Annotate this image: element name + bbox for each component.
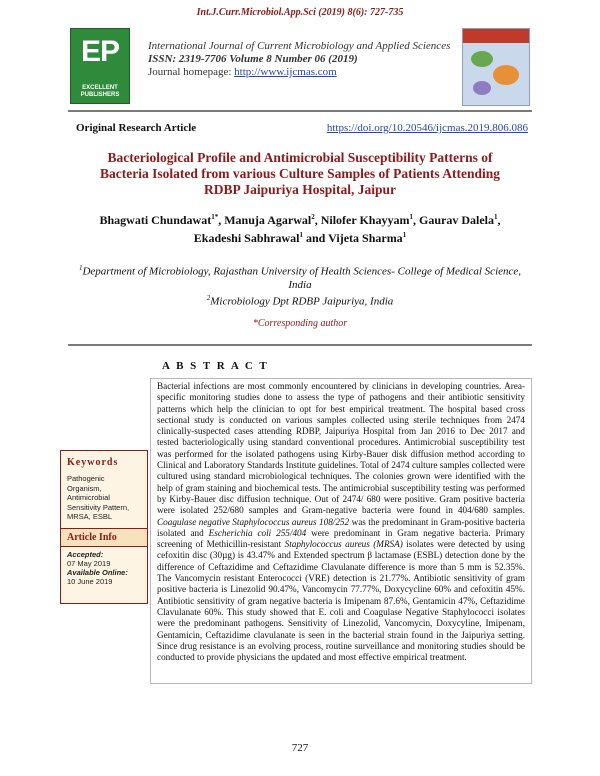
affiliation: $^1$Department of Microbiology, Rajasthan University of Health Sciences- College of Medical Science, India xyxy=(78,264,522,291)
available-label: Available Online: xyxy=(67,567,128,577)
article-type: Original Research Article xyxy=(76,122,197,134)
journal-info xyxy=(148,40,458,79)
abstract-text: Bacterial infections are most commonly encountered by clinicians in developing countries. Area-specific monitoring studies done to assess the type of pathogens and their antibiotic sensitivity patterns which help the clinician to opt for best empirical treatment. The hospital based cross sectional study is conducted on various samples collected using sterile techniques from 2474 clinically-suspected cases attending RDBP, Jaipuriya Hospital from Jan 2016 to Dec 2017 and tested bacteriologically using standard conventional procedures. Antimicrobial susceptibility test was performed for the isolated pathogens using Kirby-Bauer disk diffusion method according to Clinical and Laboratory Standards Institute guidelines. Total of 2474 culture samples collected were cultured using standard microbiological techniques. The colonies grown were identified with the help of gram staining and biochemical tests. The antimicrobial susceptibility testing was performed by Kirby-Bauer disc diffusion technique. Out of 2474/ 680 were positive. Gram positive bacteria were isolated 252/680 samples and Gram-negative bacteria were found in 404/680 samples. Coagulase negative Staphylococcus aureus 108/252 was the predominant in Gram-positive bacteria isolated and Escherichia coli 255/404 were predominant in Gram negative bacteria. Primary screening of Methicillin-resistant Staphylococcus aureus (MRSA) isolates were detected by using cefoxitin disc (30µg) is 43.47% and Extended spectrum β lactamase (ESBL) detection done by the difference of Ceftazidime and Ceftazidime Clavulanate difference is more than 5 mm is 52.35%. The Vancomycin resistant Enterococci (VRE) detection is 21.77%. Antibiotic sensitivity of gram positive bacteria is Linezolid 90.47%, Vancomycin 77.77%, Doxycycline 60% and cefoxitin 45%. Antibiotic sensitivity of gram negative bacteria is Imipenam 87.6%, Gentamicin 47%, Ceftazidime Clavulanate 60%. This study showed that E. coli and Coagulase Negative Staphylococci isolates were the predominant pathogens. Sensitivity of Linezolid, Vancomycin, Doxycyline, Imipenam, Gentamicin, Ceftazidime clavulanate is seen in the bacterial strain found in the Jaipuriya setting. Since drug resistance is an evolving process, routine surveillance and monitoring studies should be conducted to provide physicians the updated and most effective empirical treatment. xyxy=(157,381,526,663)
keywords-sidebar xyxy=(60,450,148,604)
journal-name: International Journal of Current Microbiology and Applied Sciences xyxy=(148,40,451,52)
running-head: Int.J.Curr.Microbiol.App.Sci (2019) 8(6): 727-735 xyxy=(196,7,404,18)
article-title xyxy=(90,150,510,198)
abstract-box xyxy=(150,378,532,684)
author-sup: 1 xyxy=(299,231,303,239)
author-sup: 1 xyxy=(402,231,407,239)
keywords-title: Keywords xyxy=(67,457,119,468)
title-line: Bacteriological Profile and Antimicrobial Susceptibility Patterns of xyxy=(107,150,493,165)
authors-line-1: Bhagwati Chundawat$^{1*}$, Manuja Agarwal$^2$, Nilofer Khayyam$^1$, Gaurav Dalela$^1$, xyxy=(99,213,501,227)
author-sup: 1* xyxy=(211,213,219,221)
homepage-link[interactable]: http://www.ijcmas.com xyxy=(234,66,337,78)
article-dates xyxy=(61,547,147,589)
corresponding-author-note: *Corresponding author xyxy=(252,318,348,329)
journal-cover-image xyxy=(462,28,530,106)
author-sup: 2 xyxy=(311,213,315,221)
available-date: 10 June 2019 xyxy=(67,576,113,586)
accepted-date: 07 May 2019 xyxy=(67,558,111,568)
accepted-label: Accepted: xyxy=(67,549,104,559)
author-name: Bhagwati Chundawat xyxy=(99,213,212,227)
affiliation: $^2$Microbiology Dpt RDBP Jaipuriya, India xyxy=(206,293,394,308)
article-info-title: Article Info xyxy=(61,528,147,547)
homepage-label: Journal homepage: xyxy=(148,66,235,78)
doi-link[interactable]: https://doi.org/10.20546/ijcmas.2019.806.086 xyxy=(326,122,528,134)
author-name: Vijeta Sharma xyxy=(328,231,403,245)
author-name: Nilofer Khayyam xyxy=(320,213,410,227)
homepage-line xyxy=(148,66,458,79)
publisher-logo xyxy=(70,28,130,104)
abstract-heading: A B S T R A C T xyxy=(162,360,269,372)
keywords-list: Pathogenic Organism, Antimicrobial Sensitivity Pattern, MRSA, ESBL xyxy=(67,474,130,521)
author-name: Ekadeshi Sabhrawal xyxy=(193,231,300,245)
logo-subtext: EXCELLENT PUBLISHERS xyxy=(80,85,120,98)
logo-text: EP xyxy=(80,35,120,68)
author-sup: 1 xyxy=(493,213,498,221)
title-line: RDBP Jaipuriya Hospital, Jaipur xyxy=(203,182,397,197)
author-name: Gaurav Dalela xyxy=(418,213,494,227)
author-sup: 1 xyxy=(409,213,413,221)
author-name: Manuja Agarwal xyxy=(224,213,312,227)
issn-line: ISSN: 2319-7706 Volume 8 Number 06 (2019) xyxy=(148,53,358,65)
affiliations xyxy=(70,262,530,308)
authors-line-2: Ekadeshi Sabhrawal$^1$ and Vijeta Sharma$^1$ xyxy=(193,231,407,245)
section-divider xyxy=(68,344,532,346)
title-line: Bacteria Isolated from various Culture Samples of Patients Attending xyxy=(100,166,500,181)
author-list xyxy=(80,210,520,246)
header-divider xyxy=(68,110,532,112)
page-number: 727 xyxy=(291,742,309,754)
